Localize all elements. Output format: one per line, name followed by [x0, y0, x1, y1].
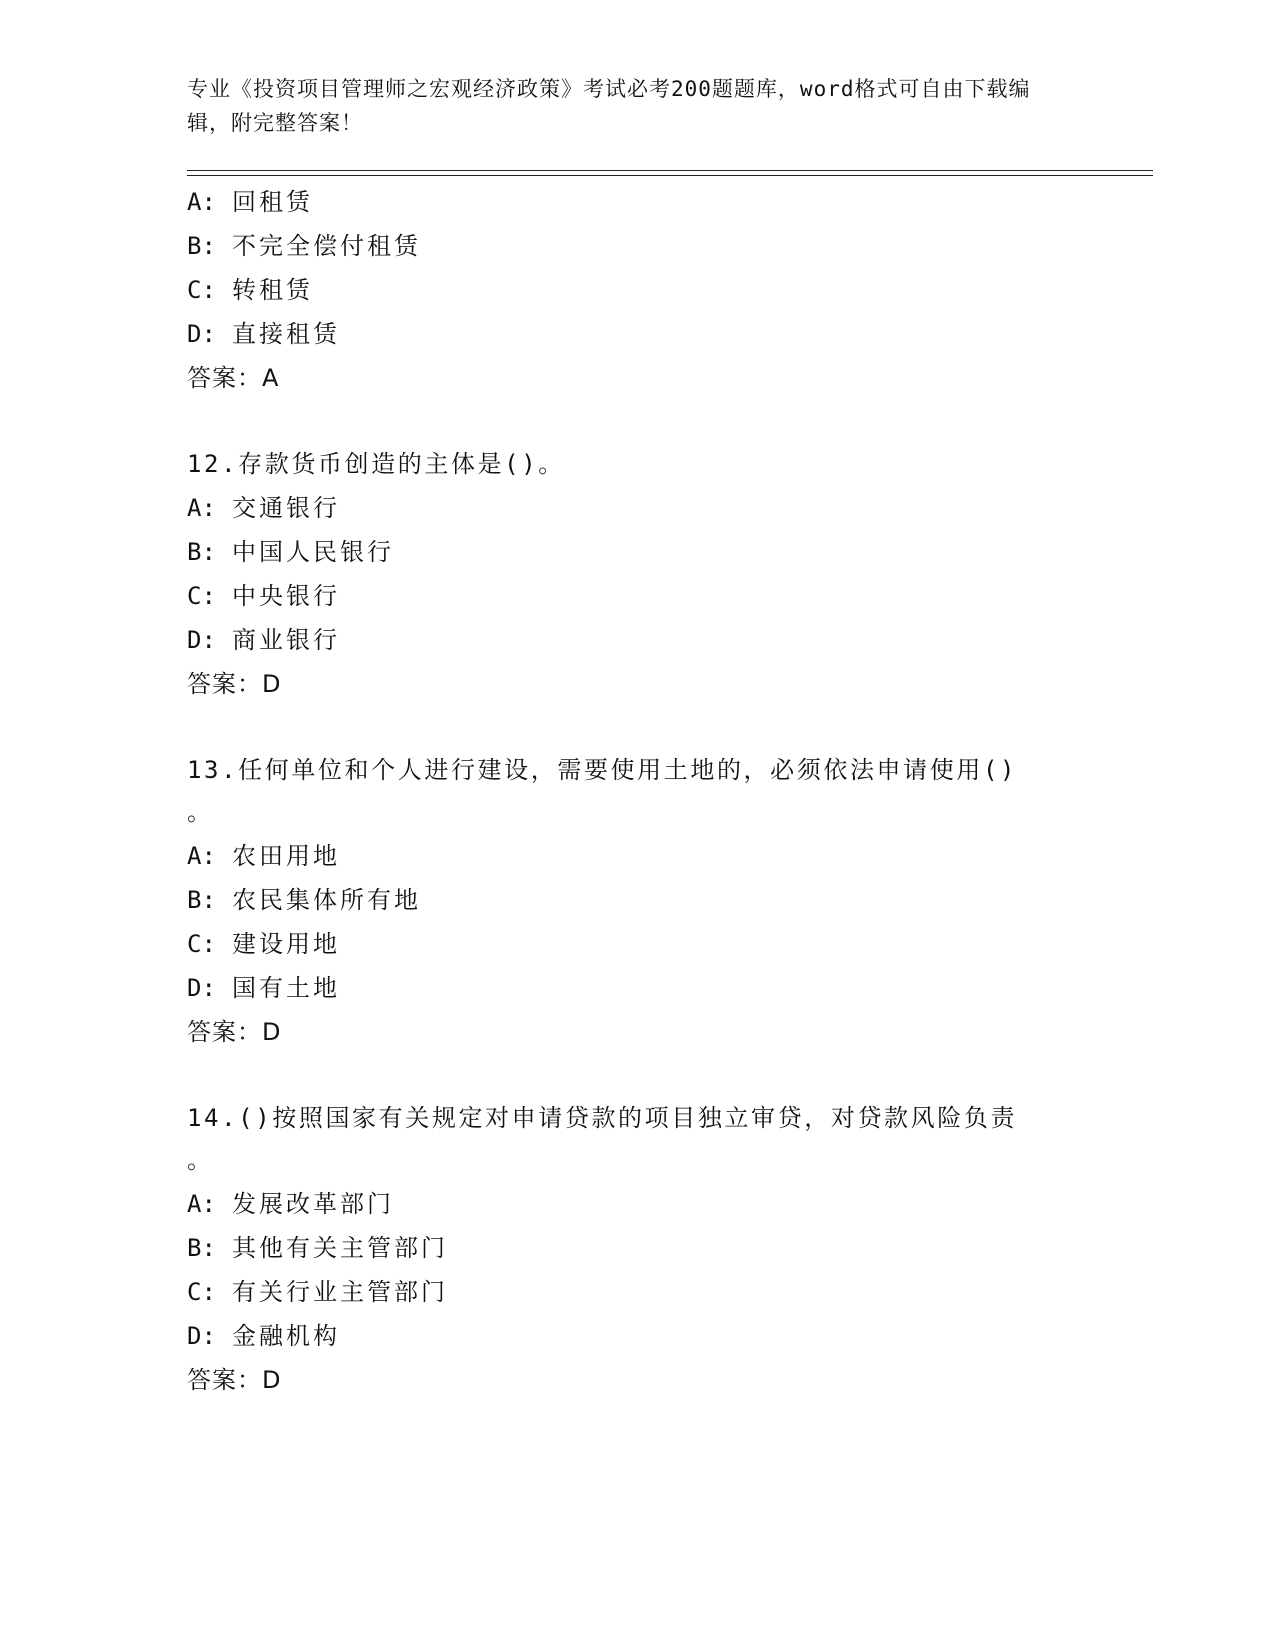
option-key: C:	[187, 582, 216, 610]
option-b	[187, 230, 421, 262]
option-text: 其他有关主管部门	[232, 1234, 448, 1262]
option-b	[187, 536, 394, 568]
option-c	[187, 928, 340, 960]
option-key: D:	[187, 320, 216, 348]
option-text: 转租赁	[232, 276, 313, 304]
option-text: 中国人民银行	[232, 538, 394, 566]
option-text: 回租赁	[232, 188, 313, 216]
option-key: D:	[187, 626, 216, 654]
option-a	[187, 186, 313, 218]
option-key: B:	[187, 538, 216, 566]
option-d	[187, 318, 340, 350]
header-rule-top	[187, 170, 1153, 171]
answer-line: 答案：D	[187, 1366, 282, 1394]
option-text: 直接租赁	[232, 320, 340, 348]
option-text: 有关行业主管部门	[232, 1278, 448, 1306]
option-text: 农田用地	[232, 842, 340, 870]
option-key: B:	[187, 232, 216, 260]
option-a	[187, 1188, 394, 1220]
option-a	[187, 492, 340, 524]
option-c	[187, 274, 313, 306]
option-key: A:	[187, 1190, 216, 1218]
answer-line: 答案：D	[187, 670, 282, 698]
option-text: 商业银行	[232, 626, 340, 654]
option-key: A:	[187, 842, 216, 870]
option-key: C:	[187, 1278, 216, 1306]
option-key: B:	[187, 1234, 216, 1262]
option-d	[187, 624, 340, 656]
option-c	[187, 580, 340, 612]
option-text: 交通银行	[232, 494, 340, 522]
question-stem-continuation: 。	[187, 1146, 214, 1174]
header-rule-bottom	[187, 175, 1153, 176]
answer-line: 答案：A	[187, 364, 280, 392]
option-d	[187, 972, 340, 1004]
option-key: A:	[187, 188, 216, 216]
option-key: B:	[187, 886, 216, 914]
option-text: 中央银行	[232, 582, 340, 610]
question-stem: 13.任何单位和个人进行建设，需要使用土地的，必须依法申请使用()	[187, 756, 1018, 784]
option-text: 发展改革部门	[232, 1190, 394, 1218]
document-header	[187, 72, 1067, 140]
option-b	[187, 1232, 448, 1264]
option-text: 建设用地	[232, 930, 340, 958]
option-d	[187, 1320, 340, 1352]
option-text: 金融机构	[232, 1322, 340, 1350]
question-stem: 14.()按照国家有关规定对申请贷款的项目独立审贷，对贷款风险负责	[187, 1104, 1018, 1132]
option-a	[187, 840, 340, 872]
option-key: A:	[187, 494, 216, 522]
option-key: C:	[187, 276, 216, 304]
option-b	[187, 884, 421, 916]
answer-line: 答案：D	[187, 1018, 282, 1046]
question-stem: 12.存款货币创造的主体是()。	[187, 450, 565, 478]
option-text: 农民集体所有地	[232, 886, 421, 914]
option-key: D:	[187, 1322, 216, 1350]
option-key: C:	[187, 930, 216, 958]
option-key: D:	[187, 974, 216, 1002]
option-text: 国有土地	[232, 974, 340, 1002]
option-text: 不完全偿付租赁	[232, 232, 421, 260]
question-stem-continuation: 。	[187, 798, 214, 826]
header-title: 专业《投资项目管理师之宏观经济政策》考试必考200题题库，word格式可自由下载编辑，附完整答案！	[187, 77, 1031, 135]
option-c	[187, 1276, 448, 1308]
